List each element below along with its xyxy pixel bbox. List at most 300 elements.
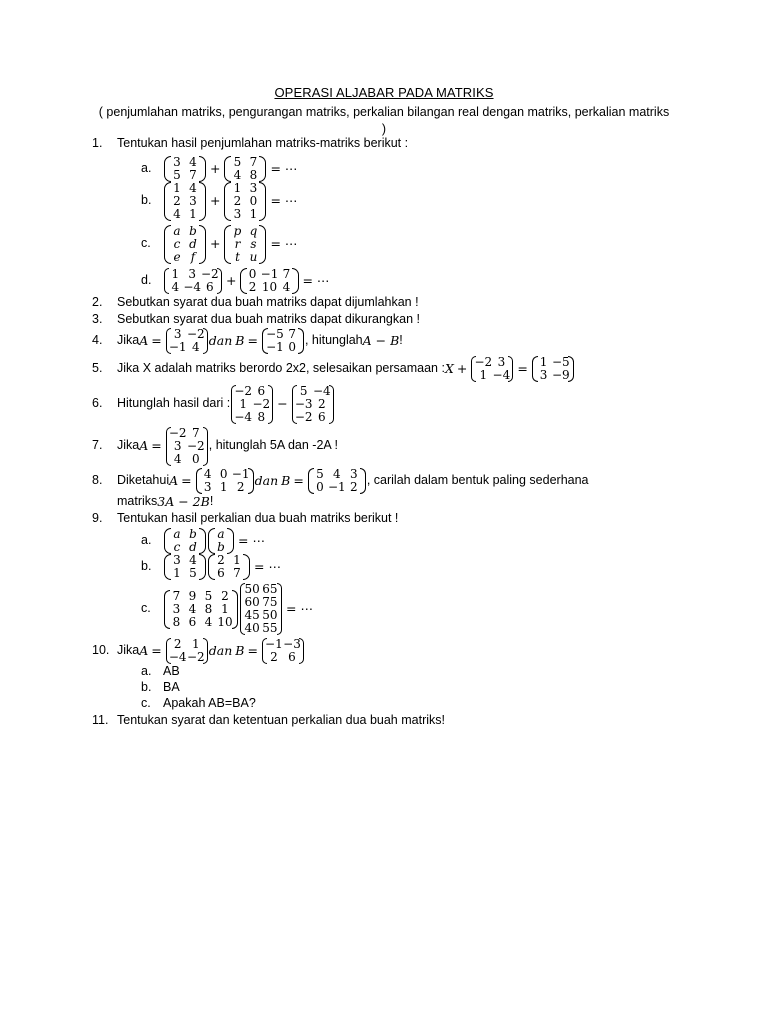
sub-text: AB	[163, 664, 180, 679]
matrix	[224, 182, 266, 221]
matrix-cell: 4	[204, 614, 213, 629]
text: !	[399, 333, 403, 348]
matrix-grid	[170, 590, 231, 629]
matrix-cell: e	[173, 249, 181, 264]
matrix-cell: −3	[283, 637, 301, 651]
matrix-cell: −2	[200, 267, 219, 281]
text: , hitunglah	[304, 333, 363, 348]
expression	[163, 225, 300, 264]
matrix-cell: −4	[234, 409, 253, 424]
matrix-cell: 8	[204, 601, 213, 616]
equals-dots: = ⋯	[270, 236, 298, 252]
matrix-right-bracket	[243, 554, 250, 580]
matrix-cell: 3	[497, 355, 506, 369]
matrix-cell: −5	[551, 355, 570, 369]
matrix-cell: 4	[189, 553, 197, 567]
equals-dots: = ⋯	[302, 273, 330, 289]
matrix-cell: 10	[217, 614, 233, 629]
matrix-cell: −1	[168, 340, 187, 354]
plus-sign: +	[210, 193, 221, 209]
question-number: 4.	[92, 333, 103, 348]
matrix-cell: 9	[188, 588, 197, 603]
matrix-cell: q	[249, 223, 258, 238]
matrix-cell: 2	[233, 193, 242, 208]
sub-label: d.	[141, 273, 152, 288]
matrix-cell: 7	[191, 425, 200, 440]
equals-sign: =	[151, 333, 162, 349]
text: Hitunglah hasil dari :	[117, 396, 231, 411]
matrix-right-bracket	[508, 356, 513, 382]
matrix-cell: 4	[333, 467, 341, 481]
variable: X	[444, 361, 454, 377]
matrix-cell: 10	[261, 280, 278, 294]
sub-label: b.	[141, 680, 152, 695]
matrix-left-bracket	[224, 156, 231, 182]
matrix-cell: −2	[186, 438, 205, 453]
question-number: 7.	[92, 438, 103, 453]
matrix-cell: 3	[349, 467, 358, 481]
question-text: Tentukan hasil penjumlahan matriks-matriks berikut :	[117, 136, 409, 151]
expression	[163, 583, 316, 635]
matrix-left-bracket	[164, 528, 171, 554]
matrix-grid	[247, 268, 293, 294]
matrix-cell: 2	[349, 480, 358, 494]
matrix	[164, 268, 222, 294]
matrix-left-bracket	[164, 182, 171, 221]
matrix-cell: 6	[257, 383, 266, 398]
matrix-cell: 8	[257, 409, 266, 424]
sub-label: c.	[141, 236, 151, 251]
matrix-cell: 7	[288, 327, 297, 341]
question-text	[117, 328, 403, 354]
matrix-cell: 7	[172, 588, 181, 603]
matrix-grid	[474, 355, 511, 382]
matrix-cell: d	[189, 540, 197, 554]
variable: A	[169, 473, 179, 489]
matrix-cell: 0	[249, 193, 258, 208]
matrix-cell: c	[173, 236, 181, 251]
expression	[163, 182, 300, 221]
question-text	[117, 427, 338, 466]
matrix-grid	[171, 225, 199, 264]
dan-text: dan	[208, 333, 233, 349]
matrix-left-bracket	[164, 225, 171, 264]
matrix	[196, 468, 254, 494]
matrix	[166, 427, 208, 466]
expression	[163, 268, 332, 294]
matrix-cell: 5	[316, 467, 324, 481]
expression	[163, 554, 284, 580]
expression	[163, 156, 300, 182]
matrix	[224, 225, 266, 264]
plus-sign: +	[456, 361, 468, 377]
matrix-right-bracket	[199, 554, 206, 580]
matrix-right-bracket	[259, 182, 266, 221]
matrix-cell: 2	[236, 480, 245, 494]
matrix-cell: 4	[173, 451, 182, 466]
question-text	[117, 468, 589, 494]
matrix-cell: b	[217, 540, 225, 554]
matrix-cell: −1	[266, 340, 284, 354]
matrix-cell: u	[249, 249, 258, 264]
matrix-cell: 4	[188, 601, 197, 616]
matrix-cell: b	[189, 223, 197, 238]
matrix-left-bracket	[164, 554, 171, 580]
question-text: Sebutkan syarat dua buah matriks dapat dikurangkan !	[117, 312, 420, 327]
matrix-cell: −2	[234, 383, 253, 398]
equals-sign: =	[517, 361, 528, 377]
matrix-cell: 8	[249, 168, 258, 182]
matrix-right-bracket	[232, 590, 238, 629]
equals-sign: =	[151, 438, 162, 454]
matrix-cell: 3	[172, 601, 181, 616]
matrix	[224, 156, 266, 182]
matrix-right-bracket	[203, 427, 208, 466]
matrix-grid	[168, 637, 205, 664]
matrix-cell: 4	[203, 467, 212, 481]
question-number: 11.	[92, 713, 109, 728]
matrix-cell: 7	[282, 267, 291, 281]
variable: A	[139, 333, 149, 349]
matrix-grid	[202, 468, 248, 494]
matrix-cell: −1	[260, 267, 279, 281]
matrix	[164, 590, 238, 629]
text: Jika	[117, 643, 140, 658]
matrix-cell: 3	[173, 327, 182, 341]
matrix-cell: 0	[316, 480, 324, 494]
matrix-cell: 1	[171, 267, 180, 281]
matrix-left-bracket	[208, 528, 215, 554]
matrix-grid	[294, 383, 331, 424]
matrix-cell: 6	[288, 650, 296, 664]
matrix	[532, 356, 574, 382]
equals-sign: =	[247, 333, 258, 349]
matrix-cell: 8	[172, 614, 181, 629]
matrix-cell: 1	[249, 206, 258, 221]
matrix-cell: 1	[233, 553, 241, 567]
matrix	[292, 385, 334, 424]
matrix	[262, 328, 304, 354]
matrix-cell: 1	[539, 355, 548, 369]
matrix-cell: 1	[189, 206, 197, 221]
sub-label: a.	[141, 533, 152, 548]
matrix-right-bracket	[268, 385, 273, 424]
matrix-right-bracket	[568, 356, 574, 382]
matrix-cell: 0	[191, 451, 200, 466]
question-number: 2.	[92, 295, 103, 310]
page-title: OPERASI ALJABAR PADA MATRIKS	[274, 85, 494, 100]
equals-dots: = ⋯	[238, 533, 265, 549]
matrix-right-bracket	[259, 156, 266, 182]
matrix-cell: 5	[204, 588, 213, 603]
matrix-cell: 3	[189, 193, 197, 208]
matrix-cell: 5	[173, 168, 181, 182]
matrix-cell: 1	[173, 180, 181, 195]
matrix-cell: −2	[294, 409, 313, 424]
equals-dots: = ⋯	[254, 559, 281, 575]
matrix-grid	[538, 356, 569, 382]
question-text	[117, 356, 575, 382]
plus-sign: +	[210, 236, 221, 252]
matrix-cell: 3	[203, 480, 212, 494]
matrix-cell: −2	[252, 396, 271, 411]
matrix-cell: 60	[244, 595, 260, 609]
sub-label: b.	[141, 559, 152, 574]
matrix-cell: 0	[288, 340, 297, 354]
matrix-right-bracket	[277, 583, 282, 635]
matrix-cell: 2	[173, 637, 182, 651]
matrix-cell: c	[173, 540, 181, 554]
page-subtitle: ( penjumlahan matriks, pengurangan matriks, perkalian bilangan real dengan matriks, perkalian matriks )	[98, 105, 670, 136]
matrix-grid	[231, 156, 259, 182]
sub-text: Apakah AB=BA?	[163, 696, 256, 711]
matrix-cell: 6	[217, 566, 225, 580]
text: Diketahui	[117, 473, 170, 488]
matrix-cell: 1	[239, 396, 248, 411]
matrix-grid	[168, 327, 205, 354]
expression	[163, 528, 268, 554]
matrix-right-bracket	[329, 385, 334, 424]
matrix-cell: 3	[188, 267, 196, 281]
question-number: 5.	[92, 361, 103, 376]
equals-sign: =	[247, 643, 258, 659]
matrix-right-bracket	[259, 225, 266, 264]
matrix-grid	[215, 554, 243, 580]
sub-label: a.	[141, 664, 152, 679]
text: Jika	[117, 438, 140, 453]
matrix	[164, 554, 206, 580]
sub-label: a.	[141, 161, 152, 176]
matrix-cell: 3	[173, 155, 181, 169]
text: Jika X adalah matriks berordo 2x2, selesaikan persamaan :	[117, 361, 445, 376]
matrix-grid	[267, 638, 299, 664]
matrix-grid	[171, 528, 199, 554]
variable: B	[235, 643, 245, 659]
text: , carilah dalam bentuk paling sederhana	[366, 473, 589, 488]
matrix	[240, 268, 298, 294]
question-number: 1.	[92, 136, 103, 151]
matrix-grid	[171, 554, 199, 580]
matrix-cell: 5	[299, 383, 308, 398]
matrix-grid	[234, 383, 271, 424]
matrix-left-bracket	[164, 156, 171, 182]
matrix-grid	[215, 528, 227, 554]
matrix-cell: 4	[233, 168, 242, 182]
matrix-cell: 7	[233, 566, 241, 580]
matrix-right-bracket	[292, 268, 298, 294]
matrix-cell: 40	[244, 621, 260, 635]
equals-dots: = ⋯	[270, 161, 298, 177]
question-text: Tentukan hasil perkalian dua buah matriks berikut !	[117, 511, 399, 526]
matrix-grid	[171, 156, 199, 182]
matrix	[164, 528, 206, 554]
expression-text: A − B	[362, 333, 400, 349]
matrix-grid	[169, 267, 219, 294]
matrix-cell: −1	[265, 637, 283, 651]
text: matriks	[117, 494, 158, 509]
matrix-cell: 5	[189, 566, 197, 580]
matrix-cell: 2	[221, 588, 229, 603]
matrix-right-bracket	[203, 638, 208, 664]
question-text: Tentukan syarat dan ketentuan perkalian dua buah matriks!	[117, 713, 445, 728]
matrix-cell: 0	[248, 267, 257, 281]
matrix	[208, 528, 234, 554]
matrix	[471, 356, 513, 382]
question-number: 9.	[92, 511, 103, 526]
matrix-cell: 2	[173, 193, 181, 208]
dan-text: dan	[208, 643, 233, 659]
matrix-right-bracket	[203, 328, 208, 354]
matrix-cell: 3	[249, 180, 258, 195]
matrix-cell: 5	[233, 155, 242, 169]
matrix-cell: 4	[189, 155, 197, 169]
expression-text: 3A − 2B	[157, 494, 210, 510]
matrix-right-bracket	[199, 156, 206, 182]
matrix-cell: −4	[492, 368, 511, 382]
matrix-cell: s	[250, 236, 257, 251]
matrix-cell: −9	[551, 368, 570, 382]
matrix-cell: 1	[173, 566, 181, 580]
matrix-right-bracket	[199, 182, 206, 221]
equals-sign: =	[151, 643, 162, 659]
matrix	[208, 554, 250, 580]
text: !	[209, 494, 214, 509]
matrix-cell: 3	[173, 438, 182, 453]
matrix	[308, 468, 366, 494]
matrix-cell: f	[190, 249, 196, 264]
matrix-cell: 50	[262, 608, 278, 622]
variable: B	[235, 333, 245, 349]
matrix-grid	[168, 425, 205, 466]
matrix-left-bracket	[224, 182, 231, 221]
equals-sign: =	[181, 473, 192, 489]
matrix-grid	[231, 182, 259, 221]
matrix	[262, 638, 304, 664]
matrix-cell: 6	[205, 280, 214, 294]
matrix-cell: 2	[270, 650, 278, 664]
matrix-cell: −2	[186, 650, 205, 664]
matrix-cell: 1	[233, 180, 242, 195]
matrix-grid	[268, 328, 299, 354]
matrix-cell: −1	[327, 480, 346, 494]
matrix-cell: −4	[168, 650, 187, 664]
matrix-right-bracket	[298, 328, 304, 354]
text: Jika	[117, 333, 140, 348]
matrix-cell: −1	[231, 467, 250, 481]
question-number: 8.	[92, 473, 103, 488]
sub-label: c.	[141, 696, 151, 711]
matrix-right-bracket	[217, 268, 222, 294]
matrix	[164, 182, 206, 221]
matrix-cell: 4	[189, 180, 197, 195]
matrix-cell: 3	[233, 206, 242, 221]
matrix	[166, 328, 208, 354]
matrix-cell: 1	[221, 601, 229, 616]
matrix-cell: 2	[317, 396, 326, 411]
matrix-cell: −2	[474, 355, 493, 369]
matrix	[164, 225, 206, 264]
question-text	[117, 638, 305, 664]
matrix-grid	[171, 182, 199, 221]
plus-sign: +	[210, 161, 221, 177]
matrix-cell: 0	[219, 467, 228, 481]
question-number: 10.	[92, 643, 110, 658]
matrix-cell: r	[234, 236, 241, 251]
equals-dots: = ⋯	[270, 193, 298, 209]
sub-label: b.	[141, 193, 152, 208]
matrix	[164, 156, 206, 182]
matrix-cell: 6	[317, 409, 326, 424]
matrix-cell: p	[233, 223, 242, 238]
question-text	[117, 495, 213, 509]
question-text	[117, 385, 335, 424]
matrix-grid	[231, 225, 259, 264]
matrix-cell: 45	[244, 608, 260, 622]
matrix-cell: 6	[188, 614, 197, 629]
matrix-cell: −5	[266, 327, 284, 341]
variable: B	[281, 473, 291, 489]
matrix-cell: −3	[294, 396, 313, 411]
sub-label: c.	[141, 601, 151, 616]
matrix-cell: 55	[262, 621, 278, 635]
variable: A	[139, 438, 149, 454]
matrix-cell: 50	[244, 582, 260, 596]
matrix	[240, 583, 282, 635]
matrix-right-bracket	[299, 638, 304, 664]
matrix-cell: a	[173, 527, 181, 541]
matrix-cell: 4	[171, 280, 180, 294]
equals-dots: = ⋯	[286, 601, 313, 617]
matrix-cell: −4	[312, 383, 331, 398]
matrix-cell: 2	[217, 553, 225, 567]
question-number: 3.	[92, 312, 103, 327]
minus-sign: −	[277, 396, 288, 412]
matrix-cell: 1	[219, 480, 228, 494]
sub-text: BA	[163, 680, 180, 695]
matrix-cell: 1	[479, 368, 488, 382]
question-number: 6.	[92, 396, 103, 411]
matrix-right-bracket	[360, 468, 366, 494]
matrix-cell: 2	[248, 280, 257, 294]
matrix-cell: 1	[191, 637, 200, 651]
matrix-right-bracket	[227, 528, 234, 554]
matrix-cell: 4	[282, 280, 291, 294]
matrix-cell: 75	[262, 595, 278, 609]
matrix-right-bracket	[199, 225, 206, 264]
matrix-left-bracket	[208, 554, 215, 580]
question-text: Sebutkan syarat dua buah matriks dapat dijumlahkan !	[117, 295, 419, 310]
matrix-cell: 3	[173, 553, 181, 567]
matrix-cell: 65	[262, 582, 278, 596]
matrix-right-bracket	[248, 468, 254, 494]
matrix-right-bracket	[199, 528, 206, 554]
dan-text: dan	[254, 473, 279, 489]
matrix-left-bracket	[224, 225, 231, 264]
matrix-cell: 7	[189, 168, 197, 182]
matrix-grid	[314, 468, 360, 494]
equals-sign: =	[293, 473, 304, 489]
matrix-cell: 7	[249, 155, 258, 169]
matrix-cell: a	[173, 223, 181, 238]
variable: A	[139, 643, 149, 659]
text: , hitunglah 5A dan -2A !	[208, 438, 339, 453]
matrix-cell: a	[217, 527, 225, 541]
matrix-cell: −4	[183, 280, 202, 294]
matrix	[231, 385, 273, 424]
matrix-grid	[245, 583, 276, 635]
matrix-cell: 4	[191, 340, 200, 354]
matrix-cell: 3	[539, 368, 548, 382]
